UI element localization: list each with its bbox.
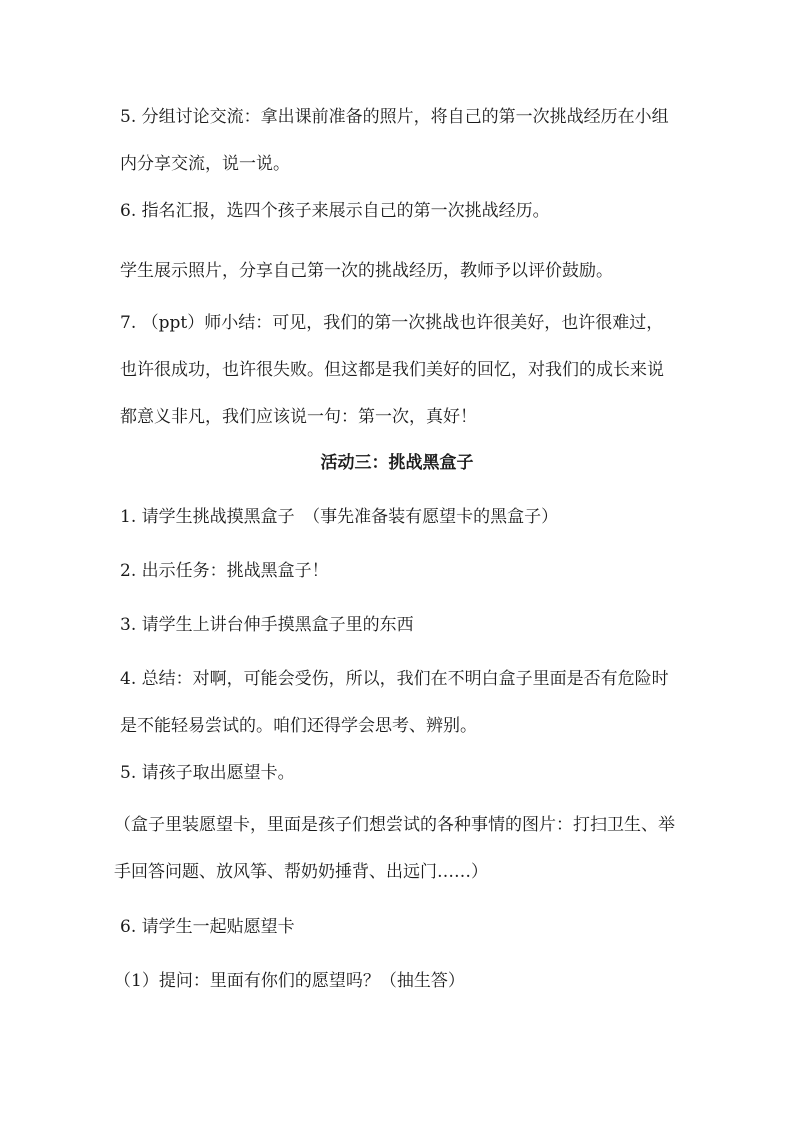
paragraph-group-discussion: 5. 分组讨论交流：拿出课前准备的照片，将自己的第一次挑战经历在小组内分享交流，说一说。 bbox=[120, 107, 669, 174]
paragraph-report: 6. 指名汇报，选四个孩子来展示自己的第一次挑战经历。 bbox=[120, 201, 550, 221]
paragraph-teacher-summary: 7. （ppt）师小结：可见，我们的第一次挑战也许很美好，也许很难过，也许很成功，也许很失败。但这都是我们美好的回忆，对我们的成长来说都意义非凡，我们应该说一句：第一次，真好！ bbox=[120, 313, 664, 427]
paragraph-step-5: 5. 请孩子取出愿望卡。 bbox=[120, 763, 295, 783]
paragraph-note: （盒子里装愿望卡，里面是孩子们想尝试的各种事情的图片：打扫卫生、举手回答问题、放风筝、帮奶奶捶背、出远门……） bbox=[114, 815, 675, 882]
paragraph-step-2: 2. 出示任务：挑战黑盒子！ bbox=[120, 561, 329, 581]
section-heading: 活动三：挑战黑盒子 bbox=[320, 453, 474, 473]
paragraph-student-show: 学生展示照片，分享自己第一次的挑战经历，教师予以评价鼓励。 bbox=[120, 261, 613, 281]
paragraph-step-1: 1. 请学生挑战摸黑盒子 （事先准备装有愿望卡的黑盒子） bbox=[120, 507, 559, 527]
paragraph-question: （1）提问：里面有你们的愿望吗？（抽生答） bbox=[114, 971, 465, 991]
paragraph-step-4: 4. 总结：对啊，可能会受伤，所以，我们在不明白盒子里面是否有危险时是不能轻易尝试的。咱们还得学会思考、辨别。 bbox=[120, 669, 669, 736]
paragraph-step-3: 3. 请学生上讲台伸手摸黑盒子里的东西 bbox=[120, 615, 414, 635]
paragraph-step-6: 6. 请学生一起贴愿望卡 bbox=[120, 917, 295, 937]
